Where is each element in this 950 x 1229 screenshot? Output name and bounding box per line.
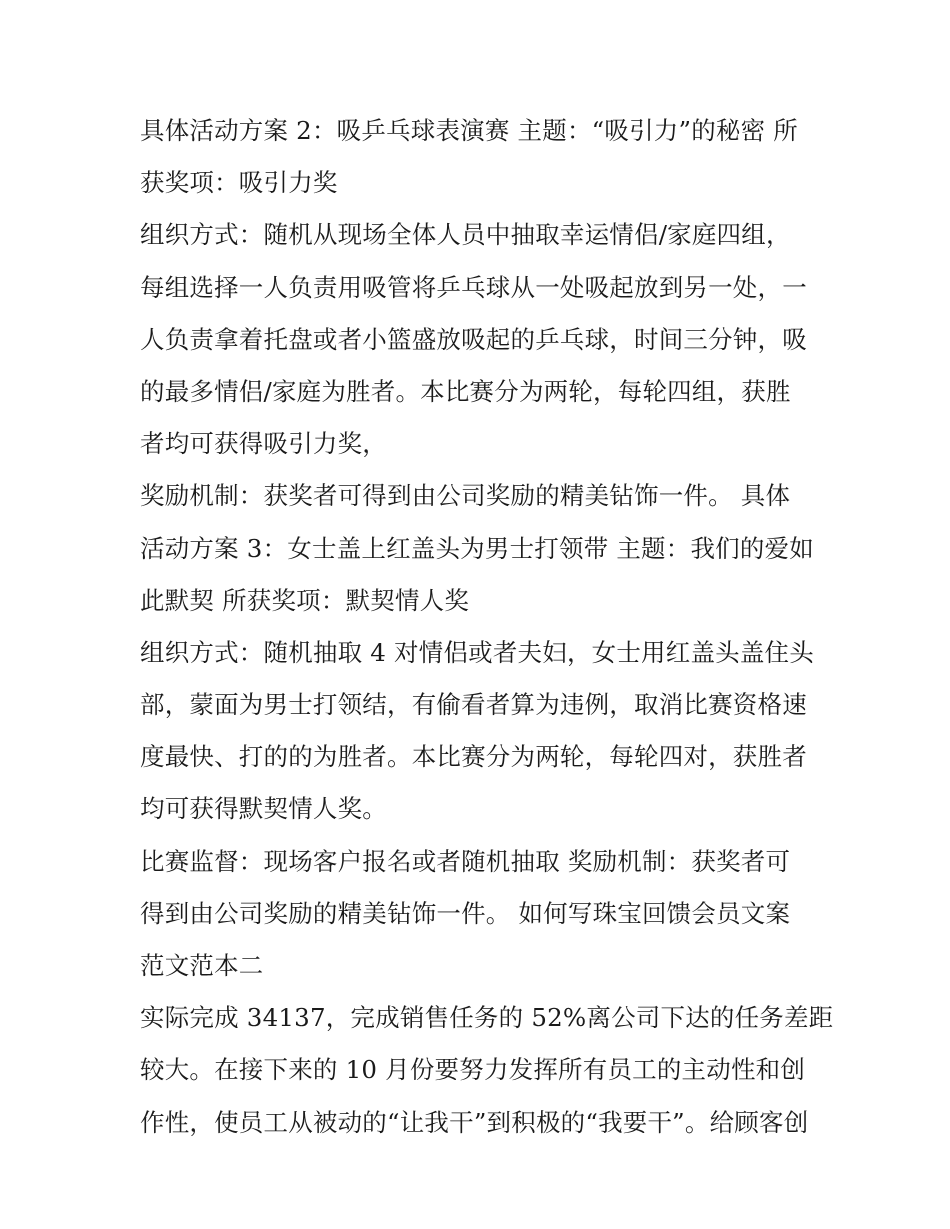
text-line: 较大。在接下来的 10 月份要努力发挥所有员工的主动性和创: [140, 1055, 806, 1085]
text-line: 组织方式：随机从现场全体人员中抽取幸运情侣/家庭四组，: [140, 220, 791, 250]
text-line: 奖励机制：获奖者可得到由公司奖励的精美钻饰一件。 具体: [140, 481, 791, 511]
text-line: 范文范本二: [140, 951, 264, 980]
text-line: 的最多情侣/家庭为胜者。本比赛分为两轮，每轮四组，获胜: [140, 376, 791, 406]
text-line: 得到由公司奖励的精美钻饰一件。 如何写珠宝回馈会员文案: [140, 898, 791, 928]
text-line: 人负责拿着托盘或者小篮盛放吸起的乒乓球，时间三分钟，吸: [140, 324, 807, 354]
text-line: 此默契 所获奖项：默契情人奖: [140, 585, 470, 615]
text-line: 每组选择一人负责用吸管将乒乓球从一处吸起放到另一处，一: [140, 272, 807, 302]
document-body: [140, 105, 834, 1149]
text-line: 实际完成 34137，完成销售任务的 52%离公司下达的任务差距: [140, 1003, 834, 1033]
text-line: 作性，使员工从被动的“让我干”到积极的“我要干”。给顾客创: [140, 1107, 809, 1137]
text-line: 者均可获得吸引力奖，: [140, 429, 387, 459]
text-line: 部，蒙面为男士打领结，有偷看者算为违例，取消比赛资格速: [140, 690, 807, 720]
text-line: 具体活动方案 2：吸乒乓球表演赛 主题：“吸引力”的秘密 所: [140, 116, 798, 145]
text-line: 均可获得默契情人奖。: [140, 794, 387, 824]
text-line: 组织方式：随机抽取 4 对情侣或者夫妇，女士用红盖头盖住头: [140, 637, 814, 667]
text-line: 度最快、打的的为胜者。本比赛分为两轮，每轮四对，获胜者: [140, 742, 807, 772]
text-line: 活动方案 3：女士盖上红盖头为男士打领带 主题：我们的爱如: [140, 533, 814, 563]
text-line: 比赛监督：现场客户报名或者随机抽取 奖励机制：获奖者可: [140, 846, 791, 876]
text-line: 获奖项：吸引力奖: [140, 168, 338, 198]
